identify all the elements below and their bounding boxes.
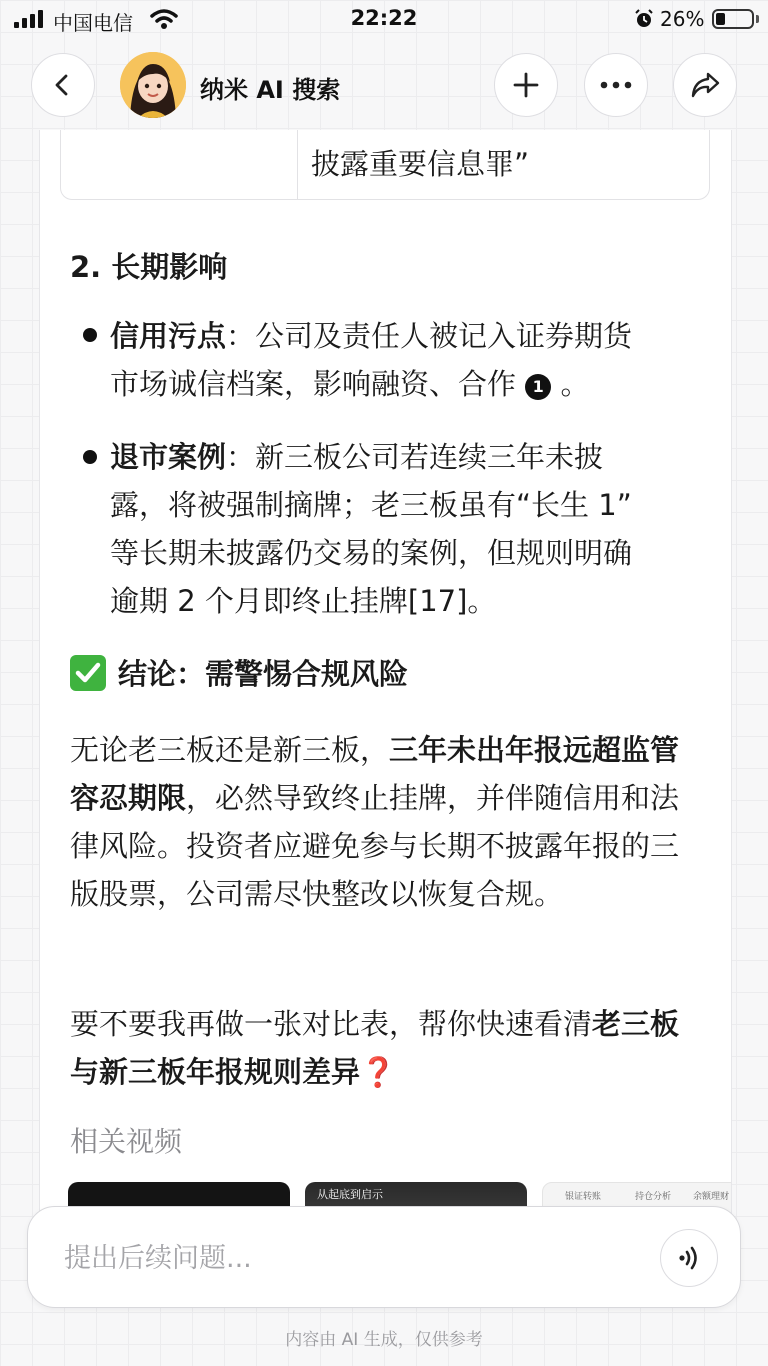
- bullet-text: 市场诚信档案，影响融资、合作: [110, 367, 517, 401]
- table-cell: 披露重要信息罪”: [311, 147, 530, 181]
- bullet-text: 逾期 2 个月即终止挂牌[17]。: [110, 584, 497, 618]
- answer-card: [39, 130, 732, 1230]
- bullet-dot: [83, 328, 97, 342]
- chat-title: 纳米 AI 搜索: [200, 76, 341, 104]
- voice-icon: [676, 1245, 702, 1271]
- ai-disclaimer: 内容由 AI 生成，仅供参考: [285, 1330, 483, 1350]
- battery-cap: [756, 15, 759, 23]
- bullet-text: 新三板公司若连续三年未披: [255, 440, 604, 474]
- related-videos-label: 相关视频: [70, 1125, 183, 1158]
- conclusion-prefix: 无论老三板还是新三板，: [70, 733, 390, 767]
- carrier-name: 中国电信: [53, 11, 133, 35]
- followup-prefix: 要不要我再做一张对比表，帮你快速看清: [70, 1007, 593, 1041]
- new-chat-button[interactable]: [494, 53, 558, 117]
- bullet-tail: 。: [560, 367, 590, 401]
- bullet-label: 退市案例: [110, 440, 227, 474]
- conclusion-suffix: ，必然导致终止挂牌，并伴随信用和法律风险。投资者应避免参与长期不披露年报的三版股票，公司需尽快整改以恢复合规。: [70, 781, 680, 911]
- clock: 22:22: [350, 6, 418, 30]
- conclusion-heading: [70, 652, 408, 693]
- more-button[interactable]: [584, 53, 648, 117]
- alarm-icon: [634, 9, 654, 29]
- followup-question: [70, 1000, 690, 1096]
- question-mark-icon: ❓: [360, 1055, 397, 1089]
- share-icon: [690, 71, 720, 99]
- bullet-delisting: [110, 433, 695, 625]
- video-caption: 从起底到启示: [317, 1188, 383, 1201]
- bullet-dot: [83, 450, 97, 464]
- followup-input[interactable]: [62, 1237, 626, 1279]
- followup-emphasis: 老三板与新三板年报规则差异: [70, 1007, 680, 1089]
- bullet-label: 信用污点: [110, 319, 227, 353]
- back-button[interactable]: [31, 53, 95, 117]
- video-tab-label: 银证转账: [565, 1192, 602, 1202]
- avatar[interactable]: [120, 52, 186, 118]
- plus-icon: [512, 71, 540, 99]
- video-tab-label: 持仓分析: [635, 1192, 672, 1202]
- battery-icon: [712, 9, 754, 29]
- bullet-text: 等长期未披露仍交易的案例，但规则明确: [110, 536, 633, 570]
- citation-badge[interactable]: 1: [525, 374, 551, 400]
- conclusion-paragraph: [70, 726, 690, 918]
- bullet-credit: [110, 312, 695, 408]
- followup-input-bar: [27, 1206, 741, 1308]
- conclusion-heading-text: 结论：需警惕合规风险: [118, 657, 409, 691]
- status-bar: [0, 0, 768, 40]
- bullet-sep: ：: [226, 319, 256, 353]
- video-tab-label: 余额理财: [693, 1192, 730, 1202]
- bullet-sep: ：: [226, 440, 256, 474]
- avatar-image: [120, 52, 186, 118]
- bullet-text: 露，将被强制摘牌；老三板虽有“长生 1”: [110, 488, 632, 522]
- conclusion-emphasis: 三年未出年报远超监管容忍期限: [70, 733, 680, 815]
- section-heading: 2. 长期影响: [70, 250, 228, 284]
- battery-percent: 26%: [660, 7, 705, 31]
- table-fragment: [60, 130, 710, 200]
- bullet-text: 公司及责任人被记入证券期货: [255, 319, 633, 353]
- more-icon: [600, 81, 632, 89]
- share-button[interactable]: [673, 53, 737, 117]
- table-divider: [297, 130, 298, 199]
- check-mark-icon: [70, 655, 106, 691]
- chevron-left-icon: [50, 72, 76, 98]
- voice-button[interactable]: [660, 1229, 718, 1287]
